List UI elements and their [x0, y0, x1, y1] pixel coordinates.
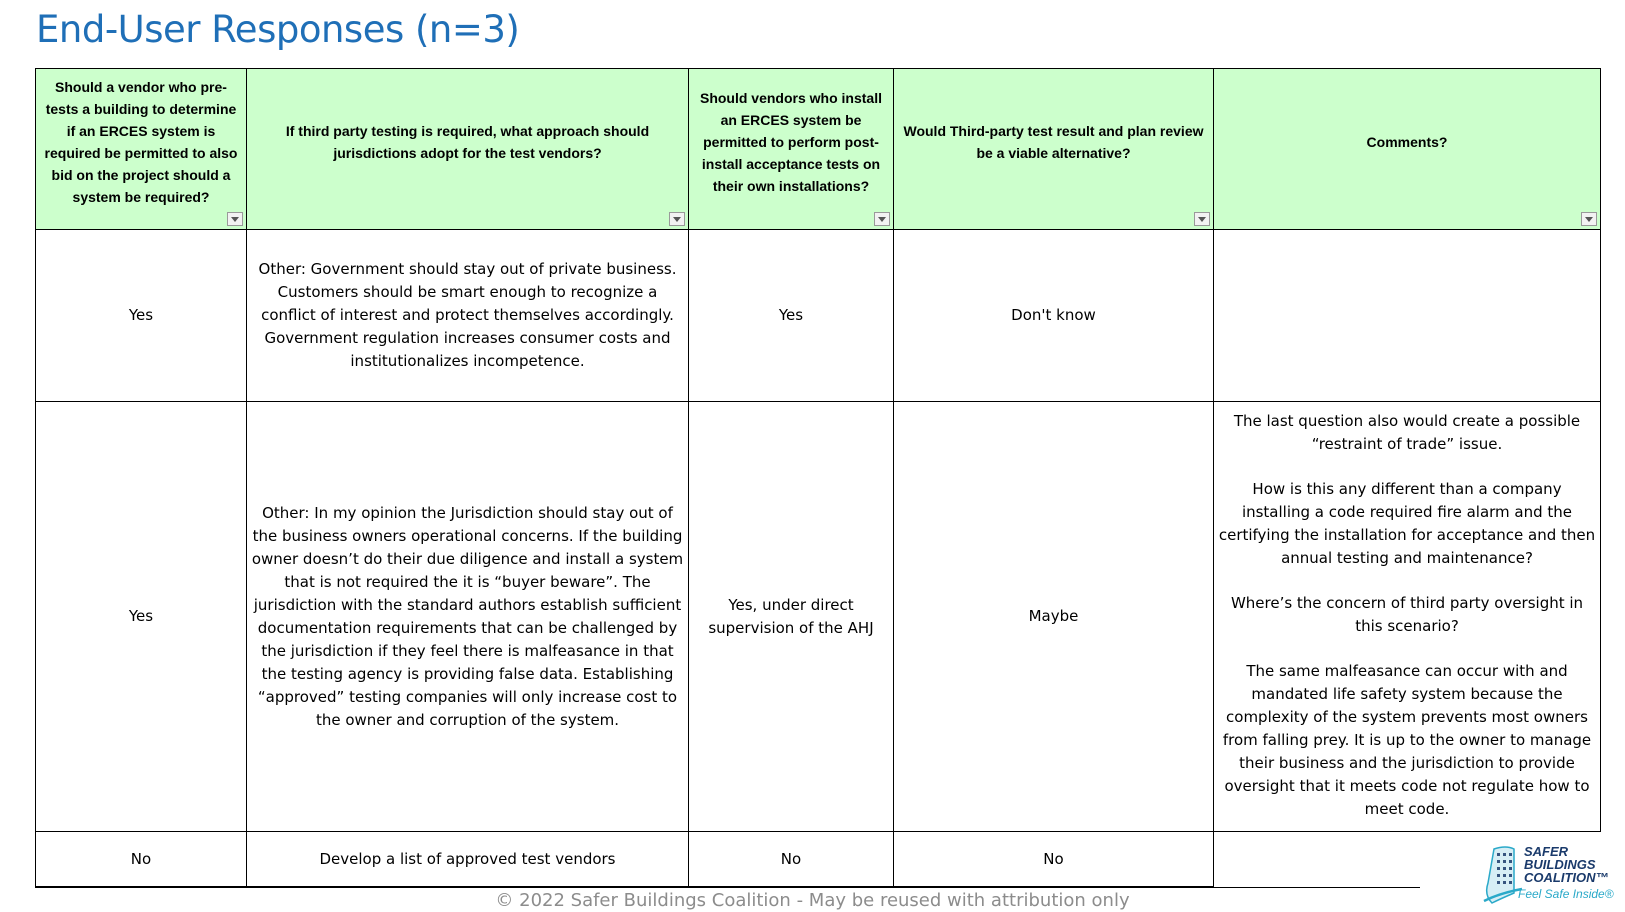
- table-cell: Yes: [36, 230, 247, 402]
- filter-dropdown-icon[interactable]: [669, 212, 685, 226]
- filter-dropdown-icon[interactable]: [1581, 212, 1597, 226]
- column-header-label: Comments?: [1366, 133, 1448, 150]
- column-header-test-vendor-approach: [247, 69, 689, 230]
- table-cell: Maybe: [894, 402, 1214, 832]
- table-cell: Yes, under direct supervision of the AHJ: [689, 402, 894, 832]
- copyright-footer: © 2022 Safer Buildings Coalition - May be reused with attribution only: [495, 890, 1130, 911]
- logo-tagline: Feel Safe Inside®: [1518, 887, 1614, 901]
- comment-paragraph: The same malfeasance can occur with and mandated life safety system because the complexity of the system prevents most owners from falling prey. It is up to the owner to manage their business and the jurisdiction to provide oversight that it meets code not regulate how to meet code.: [1222, 662, 1592, 818]
- header-row: [36, 69, 1601, 230]
- table-cell-comments: [1214, 402, 1601, 832]
- column-header-comments: [1214, 69, 1601, 230]
- table-row: [36, 832, 1601, 887]
- filter-dropdown-icon[interactable]: [227, 212, 243, 226]
- table-row: [36, 402, 1601, 832]
- responses-table: [35, 68, 1601, 887]
- table-row: [36, 230, 1601, 402]
- comment-paragraph: Where’s the concern of third party oversight in this scenario?: [1230, 594, 1584, 635]
- comment-paragraph: The last question also would create a possible “restraint of trade” issue.: [1233, 412, 1581, 453]
- logo-wordmark: SAFER BUILDINGS COALITION™: [1524, 844, 1609, 885]
- filter-dropdown-icon[interactable]: [874, 212, 890, 226]
- table-cell: Yes: [36, 402, 247, 832]
- table-cell: No: [36, 832, 247, 887]
- safer-buildings-coalition-logo: [1480, 843, 1620, 908]
- table-cell: No: [894, 832, 1214, 887]
- column-header-self-acceptance-test: [689, 69, 894, 230]
- table-cell: Other: Government should stay out of private business. Customers should be smart enough to recognize a conflict of interest and protect themselves accordingly. Government regulation increases consumer costs and institutionalizes incompetence.: [247, 230, 689, 402]
- column-header-label: Would Third-party test result and plan review be a viable alternative?: [903, 122, 1204, 161]
- column-header-label: Should vendors who install an ERCES system be permitted to perform post-install acceptance tests on their own installations?: [699, 89, 882, 194]
- table-cell: No: [689, 832, 894, 887]
- footer-divider: [35, 887, 1420, 888]
- column-header-label: If third party testing is required, what approach should jurisdictions adopt for the test vendors?: [285, 122, 650, 161]
- table-cell-comments: [1214, 230, 1601, 402]
- page-title: End-User Responses (n=3): [36, 8, 520, 51]
- column-header-third-party-review: [894, 69, 1214, 230]
- column-header-pretest-bid: [36, 69, 247, 230]
- table-cell: Yes: [689, 230, 894, 402]
- table-cell: Develop a list of approved test vendors: [247, 832, 689, 887]
- table-cell: Don't know: [894, 230, 1214, 402]
- filter-dropdown-icon[interactable]: [1194, 212, 1210, 226]
- column-header-label: Should a vendor who pre-tests a building to determine if an ERCES system is required be permitted to also bid on the project should a system be required?: [44, 78, 238, 205]
- table-cell: Other: In my opinion the Jurisdiction should stay out of the business owners operational concerns. If the building owner doesn’t do their due diligence and install a system that is not required the it is “buyer beware”. The jurisdiction with the standard authors establish sufficient documentation requirements that can be challenged by the jurisdiction if they feel there is malfeasance in that the testing agency is providing false data. Establishing “approved” testing companies will only increase cost to the owner and corruption of the system.: [247, 402, 689, 832]
- comment-paragraph: How is this any different than a company installing a code required fire alarm and the certifying the installation for acceptance and then annual testing and maintenance?: [1218, 480, 1596, 567]
